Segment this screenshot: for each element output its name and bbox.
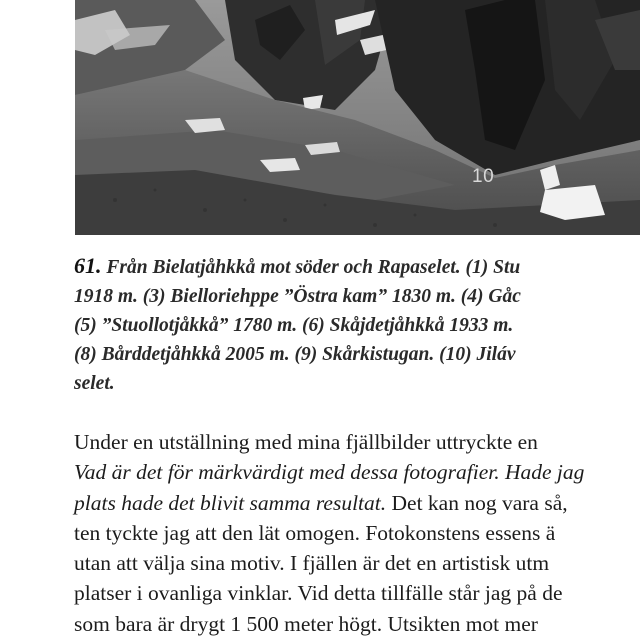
body-line-text: Det kan nog vara så, (386, 490, 568, 515)
caption-line (74, 251, 640, 282)
body-quote-italic: Vad är det för märkvärdigt med dessa fotografier. Hade jag (74, 460, 585, 485)
caption-line: (8) Bårddetjåhkkå 2005 m. (9) Skårkistugan. (10) Jiláv (74, 344, 516, 365)
body-quote-italic: plats hade det blivit samma resultat. (74, 490, 387, 515)
body-line: Under en utställning med mina fjällbilder uttryckte en (74, 430, 538, 454)
body-line: ten tyckte jag att den lät omogen. Fotokonstens essens ä (74, 520, 556, 545)
body-line (74, 457, 640, 487)
body-line: utan att välja sina motiv. I fjällen är det en artistisk utm (74, 551, 550, 576)
body-line: platser i ovanliga vinklar. Vid detta tillfälle står jag på de (74, 581, 563, 606)
figure-number: 61. (74, 253, 102, 278)
mountain-photo-image (75, 0, 640, 235)
photo-label-number: 10 (472, 166, 495, 187)
figure-caption (74, 251, 640, 398)
caption-line-text: Från Bielatjåhkkå mot söder och Rapaselet. (1) Stu (101, 257, 521, 278)
body-line: som bara är drygt 1 500 meter högt. Utsikten mot mer (74, 611, 538, 636)
body-line (74, 488, 640, 518)
caption-line: selet. (74, 373, 115, 394)
caption-line: (5) ”Stuollotjåkkå” 1780 m. (6) Skåjdetjåhkkå 1933 m. (74, 315, 514, 336)
mountain-photo (75, 0, 640, 235)
body-paragraph (74, 427, 640, 639)
caption-line: 1918 m. (3) Bielloriehppe ”Östra kam” 1830 m. (4) Gåc (74, 286, 521, 307)
